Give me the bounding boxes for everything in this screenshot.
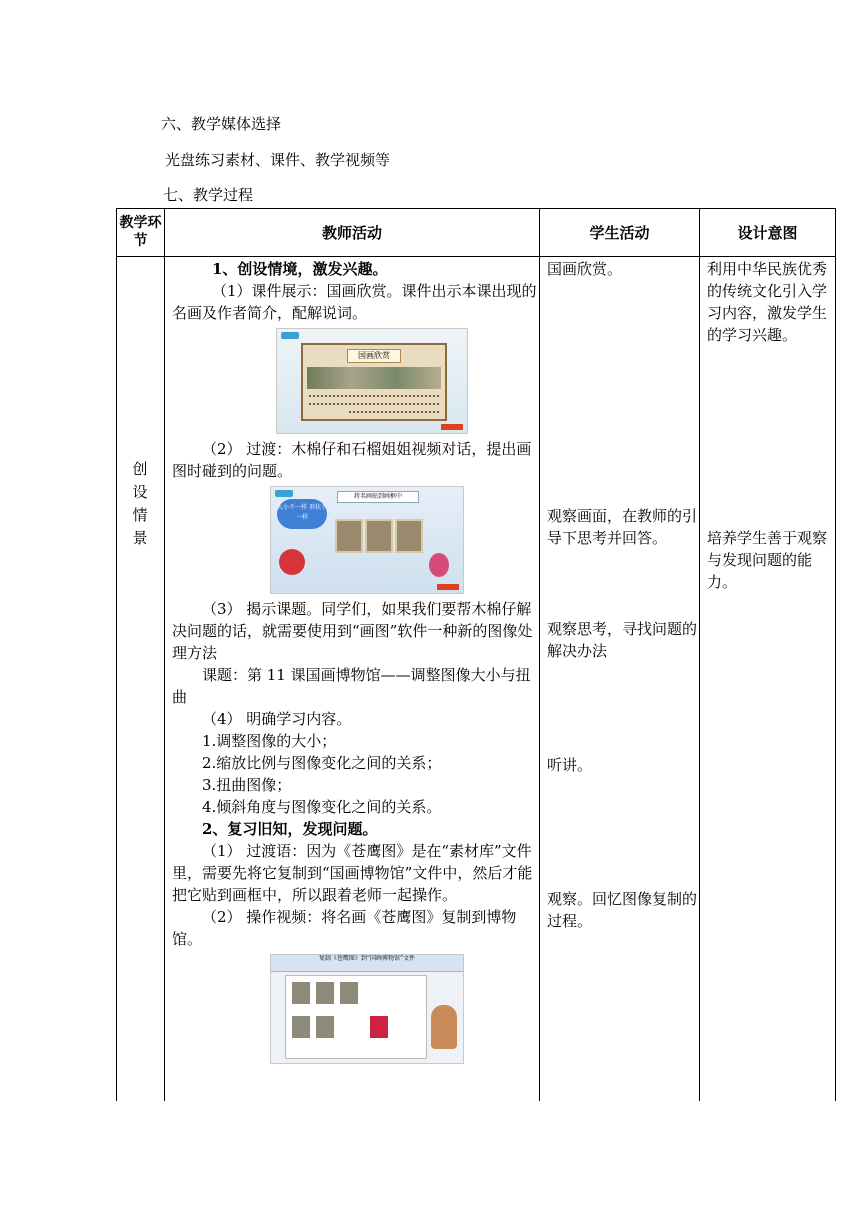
step-paragraph: （1） 过渡语：因为《苍鹰图》是在“素材库”文件里，需要先将它复制到“国画博物馆”文件中，然后才能把它贴到画框中，所以跟着老师一起操作。 bbox=[172, 842, 533, 904]
student-activity: 听讲。 bbox=[547, 756, 593, 774]
paint-toolbar: 复制《苍鹰图》到“国画博物馆”文件 bbox=[271, 955, 463, 972]
stage-char: 设 bbox=[132, 483, 148, 501]
step-paragraph: （3） 揭示课题。同学们，如果我们要帮木棉仔解决问题的话，就需要使用到“画图”软件一种新的图像处理方法 bbox=[172, 600, 533, 662]
student-activity: 观察思考，寻找问题的解决办法 bbox=[547, 620, 698, 660]
courseware-image-painting bbox=[276, 328, 468, 434]
student-activity: 观察。回忆图像复制的过程。 bbox=[547, 890, 698, 930]
table-divider bbox=[164, 208, 165, 1101]
step-paragraph: （2） 过渡：木棉仔和石榴姐姐视频对话，提出画图时碰到的问题。 bbox=[172, 440, 532, 480]
thumbnail bbox=[370, 1016, 388, 1038]
courseware-image-operation bbox=[270, 954, 464, 1064]
image-caption: 将名画贴到画框中 bbox=[337, 491, 419, 503]
section-heading-media: 六、教学媒体选择 bbox=[161, 115, 282, 133]
table-header-divider bbox=[116, 256, 836, 257]
media-list: 光盘练习素材、课件、教学视频等 bbox=[165, 151, 391, 169]
student-activity: 国画欣赏。 bbox=[547, 260, 623, 278]
brand-logo bbox=[437, 584, 459, 590]
logo-icon bbox=[275, 490, 293, 497]
student-activity: 观察画面，在教师的引导下思考并回答。 bbox=[547, 507, 698, 547]
step-title: 1、创设情境，激发兴趣。 bbox=[212, 260, 388, 278]
list-item: 1.调整图像的大小； bbox=[202, 732, 337, 750]
table-divider bbox=[699, 208, 700, 1101]
header-student: 学生活动 bbox=[589, 223, 650, 242]
design-intent: 培养学生善于观察与发现问题的能力。 bbox=[707, 529, 828, 591]
scroll-painting bbox=[301, 343, 447, 421]
step-paragraph: （2） 操作视频：将名画《苍鹰图》复制到博物馆。 bbox=[172, 908, 517, 948]
table-divider bbox=[539, 208, 540, 1101]
list-item: 2.缩放比例与图像变化之间的关系； bbox=[202, 754, 442, 772]
table-border-left bbox=[116, 208, 117, 1101]
paint-canvas bbox=[285, 975, 427, 1059]
picture-frame bbox=[365, 519, 393, 553]
list-item: 3.扭曲图像； bbox=[202, 776, 292, 794]
section-heading-process: 七、教学过程 bbox=[163, 186, 254, 204]
speech-cloud: 大小不一样 形状不一样 bbox=[277, 499, 327, 529]
step-paragraph: （4） 明确学习内容。 bbox=[202, 710, 352, 728]
stage-char: 创 bbox=[132, 460, 148, 478]
teaching-process-table bbox=[116, 208, 836, 1108]
logo-icon bbox=[281, 332, 299, 339]
kapok-character bbox=[279, 549, 305, 575]
thumbnail bbox=[340, 982, 358, 1004]
pomegranate-character bbox=[429, 553, 449, 577]
teacher-activity bbox=[172, 258, 538, 1068]
list-item: 4.倾斜角度与图像变化之间的关系。 bbox=[202, 798, 442, 816]
picture-frame bbox=[335, 519, 363, 553]
brand-logo bbox=[441, 424, 463, 430]
header-intent: 设计意图 bbox=[737, 223, 798, 242]
thumbnail bbox=[316, 1016, 334, 1038]
stage-char: 情 bbox=[132, 506, 148, 524]
courseware-image-dialogue bbox=[270, 486, 464, 594]
lesson-title: 课题：第 11 课国画博物馆——调整图像大小与扭曲 bbox=[172, 666, 531, 706]
text-line bbox=[349, 411, 439, 416]
step-paragraph: （1）课件展示：国画欣赏。课件出示本课出现的名画及作者简介，配解说词。 bbox=[172, 282, 537, 322]
painting-strip bbox=[307, 367, 441, 389]
thumbnail bbox=[292, 1016, 310, 1038]
content-list bbox=[172, 730, 538, 818]
thumbnail bbox=[316, 982, 334, 1004]
teacher-character bbox=[431, 1005, 457, 1049]
design-intent: 利用中华民族优秀的传统文化引入学习内容，激发学生的学习兴趣。 bbox=[707, 260, 828, 344]
stage-char: 景 bbox=[132, 529, 148, 547]
table-border-right bbox=[835, 208, 836, 1101]
stage-name bbox=[116, 458, 164, 550]
header-teacher: 教师活动 bbox=[321, 223, 382, 242]
step-title: 2、复习旧知，发现问题。 bbox=[202, 820, 378, 838]
text-line bbox=[309, 395, 439, 400]
thumbnail bbox=[292, 982, 310, 1004]
header-stage: 教学环节 bbox=[119, 215, 162, 249]
text-line bbox=[309, 403, 439, 408]
image-caption: 国画欣赏 bbox=[347, 349, 401, 363]
picture-frame bbox=[395, 519, 423, 553]
